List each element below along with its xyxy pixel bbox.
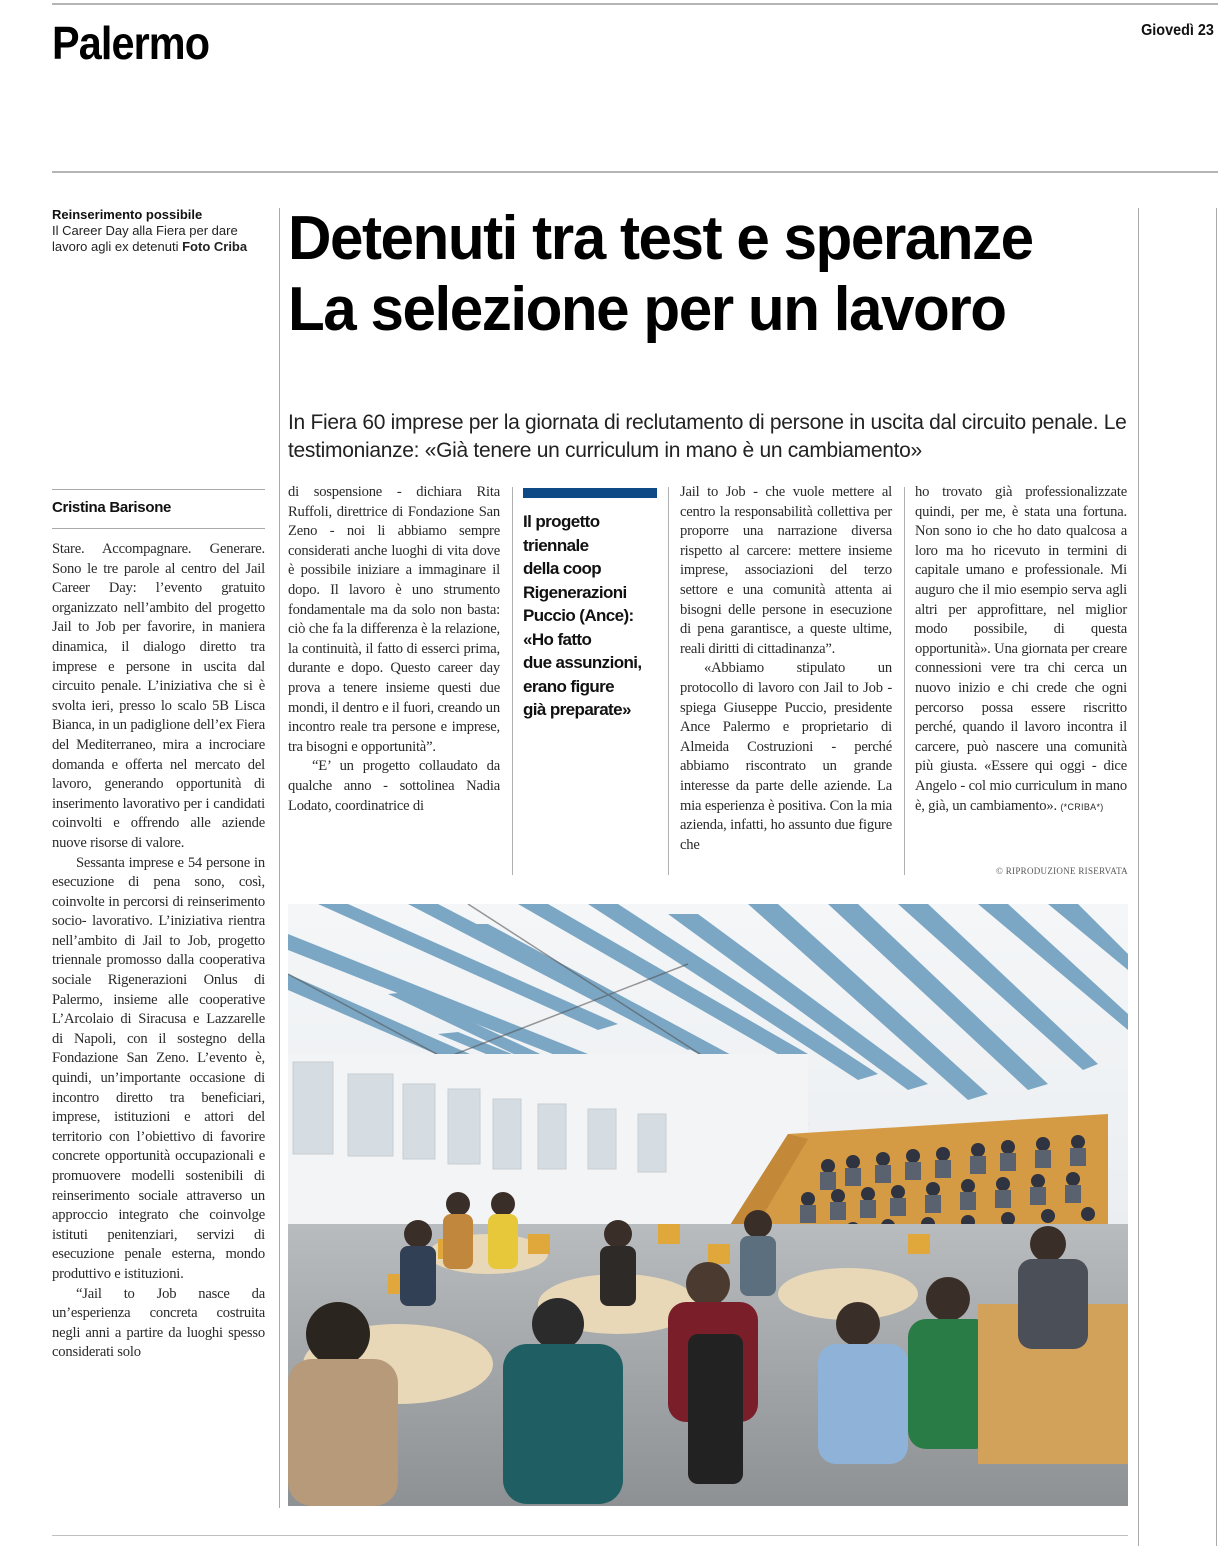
paragraph: Sessanta imprese e 54 persone in esecuzione di pena sono, così, coinvolte in percorsi di reinserimento socio- lavorativo. L’iniziativa rientra nell’ambito di Jail to Job, progetto triennale promosso dalla cooperativa sociale Rigenerazioni Onlus di Palermo, insieme alle cooperative L’Arcolaio di Siracusa e Lazzarelle di Napoli, con il sostegno della Fondazione San Zeno. L’evento è, quindi, un’importante occasione di incontro diretto tra beneficiari, imprese, istituzioni e attori del territorio con l’obiettivo di favorire concrete opportunità occupazionali e promuovere modelli sostenibili di reinserimento sociale attraverso un approccio integrato che coinvolge istituti penitenziari, servizi di esecuzione penale esterna, mondo produttivo e istituzioni. bbox=[52, 854, 265, 1282]
page-date: Giovedì 23 bbox=[1141, 22, 1214, 39]
paragraph: “E’ un progetto collaudato da qualche anno - sottolinea Nadia Lodato, coordinatrice di bbox=[288, 758, 500, 814]
right-margin-rule bbox=[1138, 208, 1139, 1546]
paragraph: «Abbiamo stipulato un protocollo di lavoro con Jail to Job - spiega Giuseppe Puccio, presidente Ance Palermo e proprietario di Almeida Costruzioni - perché abbiamo riscontrato un grande interesse da parte delle aziende. La mia esperienza è positiva. Con la mia azienda, infatti, ho assunto due figure che bbox=[680, 660, 892, 853]
bottom-rule bbox=[52, 1535, 1128, 1536]
pull-quote-line: due assunzioni, bbox=[523, 653, 642, 672]
pull-quote-line: Rigenerazioni bbox=[523, 582, 627, 602]
pull-quote-line: «Ho fatto bbox=[523, 629, 592, 649]
pull-quote-line: triennale bbox=[523, 535, 589, 555]
pull-quote-line: erano figure bbox=[523, 676, 615, 696]
paragraph: “Jail to Job nasce da un’esperienza concreta costruita negli anni a partire da luoghi spesso considerati solo bbox=[52, 1285, 265, 1361]
section-title: Palermo bbox=[52, 17, 210, 69]
paragraph-text: ho trovato già professionalizzate quindi, per me, è stata una fortuna. Non sono io che ho dato qualcosa a loro ma ho ricevuto in termini di capitale umano e professionale. Mi auguro che il mio esempio serva agli altri per approfittare, nel miglior modo possibile, di questa opportunità». Una giornata per creare connessioni vere tra chi cerca un nuovo inizio e chi crede che ogni percorso possa essere riscritto perché, quando il lavoro incontra il carcere, può nascere una comunità più giusta. «Essere qui oggi - dice Angelo - col mio curriculum in mano è, già, un cambiamento». bbox=[915, 484, 1127, 814]
copyright-notice: © RIPRODUZIONE RISERVATA bbox=[996, 866, 1128, 876]
paragraph: Jail to Job - che vuole mettere al centro la responsabilità collettiva per proporre una narrazione diversa rispetto al carcere: mettere insieme imprese, associazioni del terzo settore e una comunità attenta ai bisogni delle persone in esecuzione di pena garantisce, a queste ultime, reali diritti di cittadinanza”. bbox=[680, 484, 892, 657]
column-separator bbox=[904, 487, 905, 875]
pull-quote-accent-bar bbox=[523, 488, 657, 498]
event-photo-illustration bbox=[288, 904, 1128, 1506]
column-separator bbox=[512, 487, 513, 875]
byline: Cristina Barisone bbox=[52, 499, 172, 516]
page-edge-rule bbox=[1216, 208, 1217, 1546]
paragraph bbox=[915, 483, 1127, 817]
pull-quote-line: della coop bbox=[523, 559, 602, 578]
author-signature: (*CRIBA*) bbox=[1060, 801, 1104, 812]
headline bbox=[288, 203, 1113, 345]
top-rule bbox=[52, 3, 1218, 5]
pull-quote-line: già preparate» bbox=[523, 700, 631, 719]
pull-quote-line: Puccio (Ance): bbox=[523, 606, 634, 625]
byline-box bbox=[52, 489, 265, 529]
article-column-2 bbox=[288, 483, 500, 816]
column-separator bbox=[668, 487, 669, 875]
caption-text: Il Career Day alla Fiera per dare lavoro agli ex detenuti bbox=[52, 223, 238, 254]
article-column-1 bbox=[52, 540, 265, 1363]
paragraph: di sospensione - dichiara Rita Ruffoli, direttrice di Fondazione San Zeno - noi li abbiamo sempre considerati anche luoghi di vita dove è possibile iniziare a immaginare il dopo. Il lavoro è uno strumento fondamentale ma da solo non basta: ciò che fa la differenza è la relazione, la continuità, il fatto di esserci prima, durante e dopo. Questo career day prova a tenere insieme questi due mondi, il dentro e il fuori, creando un incontro reale tra persone e imprese, tra bisogni e opportunità”. bbox=[288, 484, 500, 755]
headline-line: Detenuti tra test e speranze bbox=[288, 204, 1033, 273]
paragraph: Stare. Accompagnare. Generare. Sono le tre parole al centro del Jail Career Day: l’evento gratuito organizzato nell’ambito del progetto Jail to Job per favorire, in maniera dinamica, il dialogo diretto tra imprese e persone in uscita dal circuito penale. L’iniziativa che si è svolta ieri, presso lo scalo 5B Lisca Bianca, in un padiglione dell’ex Fiera del Mediterraneo, mira a incrociare domanda e offerta nel mercato del lavoro, generando opportunità di inserimento lavorativo per i candidati coinvolti e offrendo alle aziende nuove risorse di valore. bbox=[52, 541, 265, 851]
byline-rule bbox=[52, 528, 265, 529]
article-photo bbox=[288, 904, 1128, 1506]
pull-quote-text bbox=[523, 510, 659, 722]
caption-credit: Foto Criba bbox=[182, 239, 248, 254]
caption-divider bbox=[279, 208, 280, 1508]
caption-title: Reinserimento possibile bbox=[52, 207, 203, 222]
pull-quote-line: Il progetto bbox=[523, 512, 600, 531]
photo-caption bbox=[52, 207, 274, 255]
headline-line: La selezione per un lavoro bbox=[288, 275, 1006, 344]
pull-quote bbox=[523, 488, 659, 722]
subheadline: In Fiera 60 imprese per la giornata di reclutamento di persone in uscita dal circuito penale. Le testimonianze: «Già tenere un curriculum in mano è un cambiamento» bbox=[288, 411, 1127, 462]
article-column-4 bbox=[680, 483, 892, 855]
header-rule bbox=[52, 171, 1218, 173]
article-column-5 bbox=[915, 483, 1127, 817]
